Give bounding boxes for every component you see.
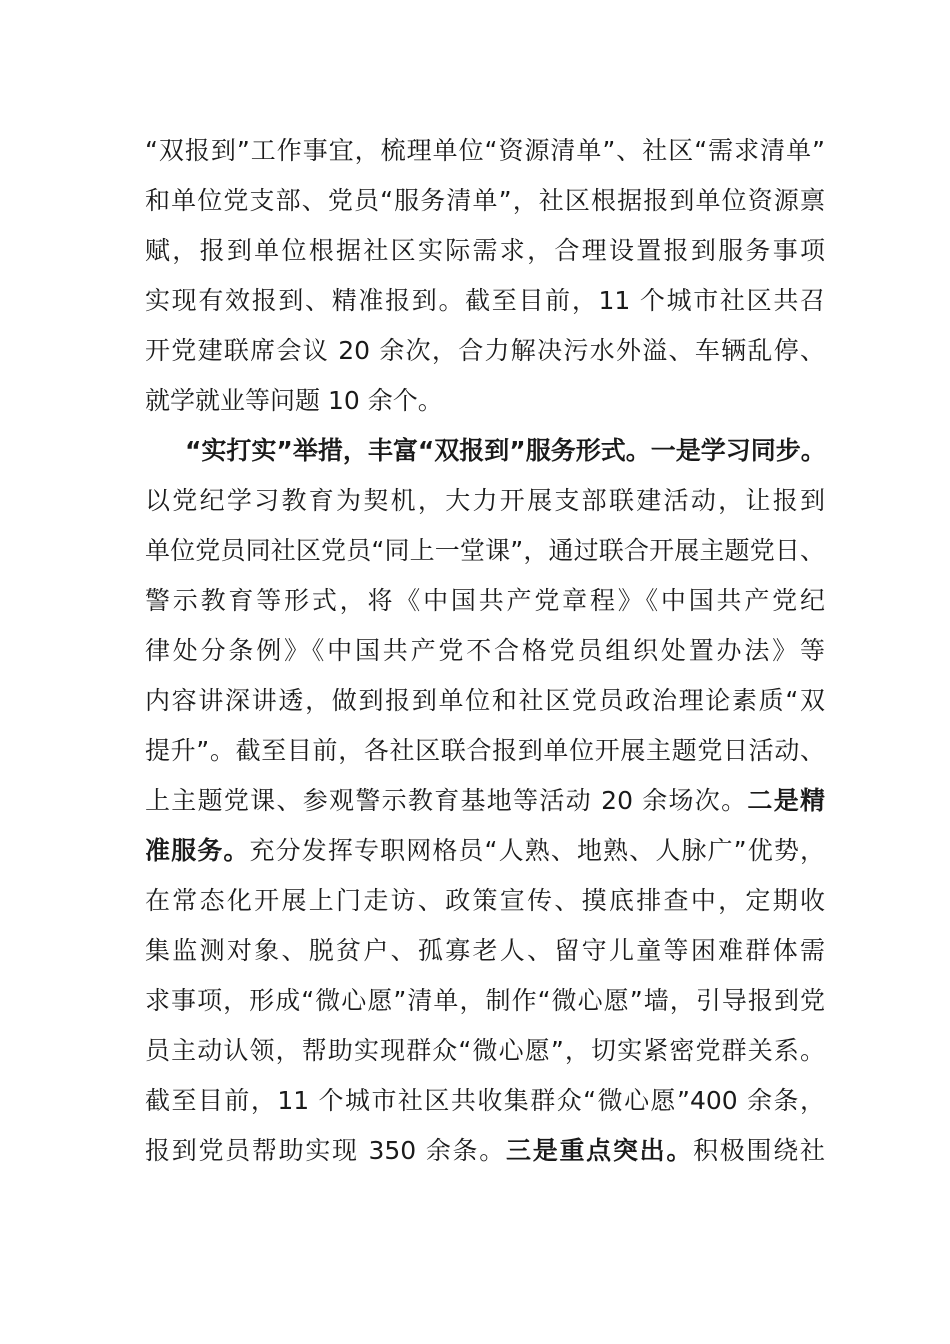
text-line: 律处分条例》《中国共产党不合格党员组织处置办法》等 bbox=[145, 636, 825, 665]
text-line: “双报到”工作事宜，梳理单位“资源清单”、社区“需求清单” bbox=[145, 136, 825, 165]
bold-phrase: 二是精 bbox=[747, 786, 825, 815]
text-line: 员主动认领，帮助实现群众“微心愿”，切实紧密党群关系。 bbox=[145, 1036, 825, 1065]
text-line: 单位党员同社区党员“同上一堂课”，通过联合开展主题党日、 bbox=[145, 536, 825, 565]
text-line: 赋，报到单位根据社区实际需求，合理设置报到服务事项 bbox=[145, 236, 825, 265]
text-line: 实现有效报到、精准报到。截至目前，11 个城市社区共召 bbox=[145, 286, 825, 315]
section-heading-line bbox=[145, 426, 825, 476]
text-line: 准服务。充分发挥专职网格员“人熟、地熟、人脉广”优势， bbox=[145, 836, 825, 865]
bold-phrase: 准服务。 bbox=[145, 836, 250, 865]
text-line: 报到党员帮助实现 350 余条。三是重点突出。积极围绕社 bbox=[145, 1136, 825, 1165]
text-line: 集监测对象、脱贫户、孤寡老人、留守儿童等困难群体需 bbox=[145, 936, 825, 965]
text-line: 求事项，形成“微心愿”清单，制作“微心愿”墙，引导报到党 bbox=[145, 986, 825, 1015]
text-line: 警示教育等形式，将《中国共产党章程》《中国共产党纪 bbox=[145, 586, 825, 615]
text-line: 以党纪学习教育为契机，大力开展支部联建活动，让报到 bbox=[145, 486, 825, 515]
text-line: 就学就业等问题 10 余个。 bbox=[145, 386, 443, 415]
text-line: 开党建联席会议 20 余次，合力解决污水外溢、车辆乱停、 bbox=[145, 336, 825, 365]
text-line: 提升”。截至目前，各社区联合报到单位开展主题党日活动、 bbox=[145, 736, 825, 765]
text-line: 和单位党支部、党员“服务清单”，社区根据报到单位资源禀 bbox=[145, 186, 825, 215]
document-body bbox=[145, 126, 825, 1176]
section-heading: “实打实”举措，丰富“双报到”服务形式。一是学习同步。 bbox=[185, 436, 826, 465]
bold-phrase: 三是重点突出。 bbox=[506, 1136, 694, 1165]
text-line: 内容讲深讲透，做到报到单位和社区党员政治理论素质“双 bbox=[145, 686, 825, 715]
text-line: 上主题党课、参观警示教育基地等活动 20 余场次。二是精 bbox=[145, 786, 825, 815]
text-line: 在常态化开展上门走访、政策宣传、摸底排查中，定期收 bbox=[145, 886, 825, 915]
text-line: 截至目前，11 个城市社区共收集群众“微心愿”400 余条， bbox=[145, 1086, 825, 1115]
